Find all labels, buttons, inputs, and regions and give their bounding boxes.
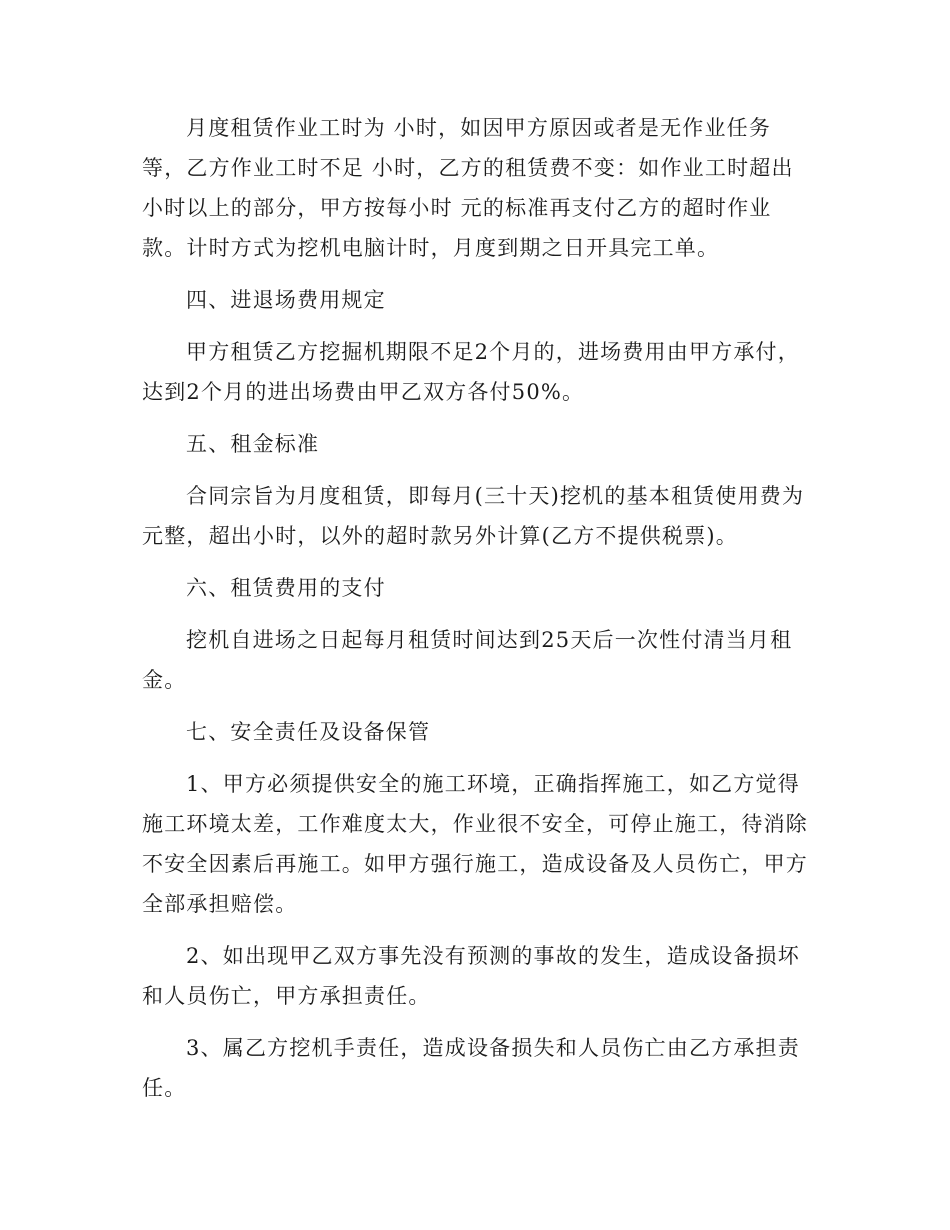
- paragraph-safety-2: 2、如出现甲乙双方事先没有预测的事故的发生，造成设备损坏和人员伤亡，甲方承担责任。: [142, 944, 800, 1008]
- section-heading-payment: 六、租赁费用的支付: [186, 576, 386, 600]
- section-heading-safety: 七、安全责任及设备保管: [186, 720, 431, 744]
- paragraph-work-hours: 月度租赁作业工时为 小时，如因甲方原因或者是无作业任务等，乙方作业工时不足 小时，乙方的租赁费不变：如作业工时超出小时以上的部分，甲方按每小时 元的标准再支付乙方的超时作业款。计时方式为挖机电脑计时，月度到期之日开具完工单。: [142, 116, 794, 260]
- section-heading-entry-exit-fees: 四、进退场费用规定: [186, 288, 386, 312]
- paragraph-rent-standard: 合同宗旨为月度租赁，即每月(三十天)挖机的基本租赁使用费为元整，超出小时，以外的超时款另外计算(乙方不提供税票)。: [142, 484, 805, 548]
- paragraph-entry-exit-fees: 甲方租赁乙方挖掘机期限不足2个月的，进场费用由甲方承付，达到2个月的进出场费由甲乙双方各付50%。: [142, 340, 800, 404]
- paragraph-safety-1: 1、甲方必须提供安全的施工环境，正确指挥施工，如乙方觉得施工环境太差，工作难度太大，作业很不安全，可停止施工，待消除不安全因素后再施工。如甲方强行施工，造成设备及人员伤亡，甲方全部承担赔偿。: [142, 772, 808, 916]
- section-heading-rent-standard: 五、租金标准: [186, 432, 320, 456]
- paragraph-safety-3: 3、属乙方挖机手责任，造成设备损失和人员伤亡由乙方承担责任。: [142, 1036, 800, 1100]
- paragraph-payment: 挖机自进场之日起每月租赁时间达到25天后一次性付清当月租金。: [142, 628, 793, 692]
- document-page: [142, 108, 812, 1120]
